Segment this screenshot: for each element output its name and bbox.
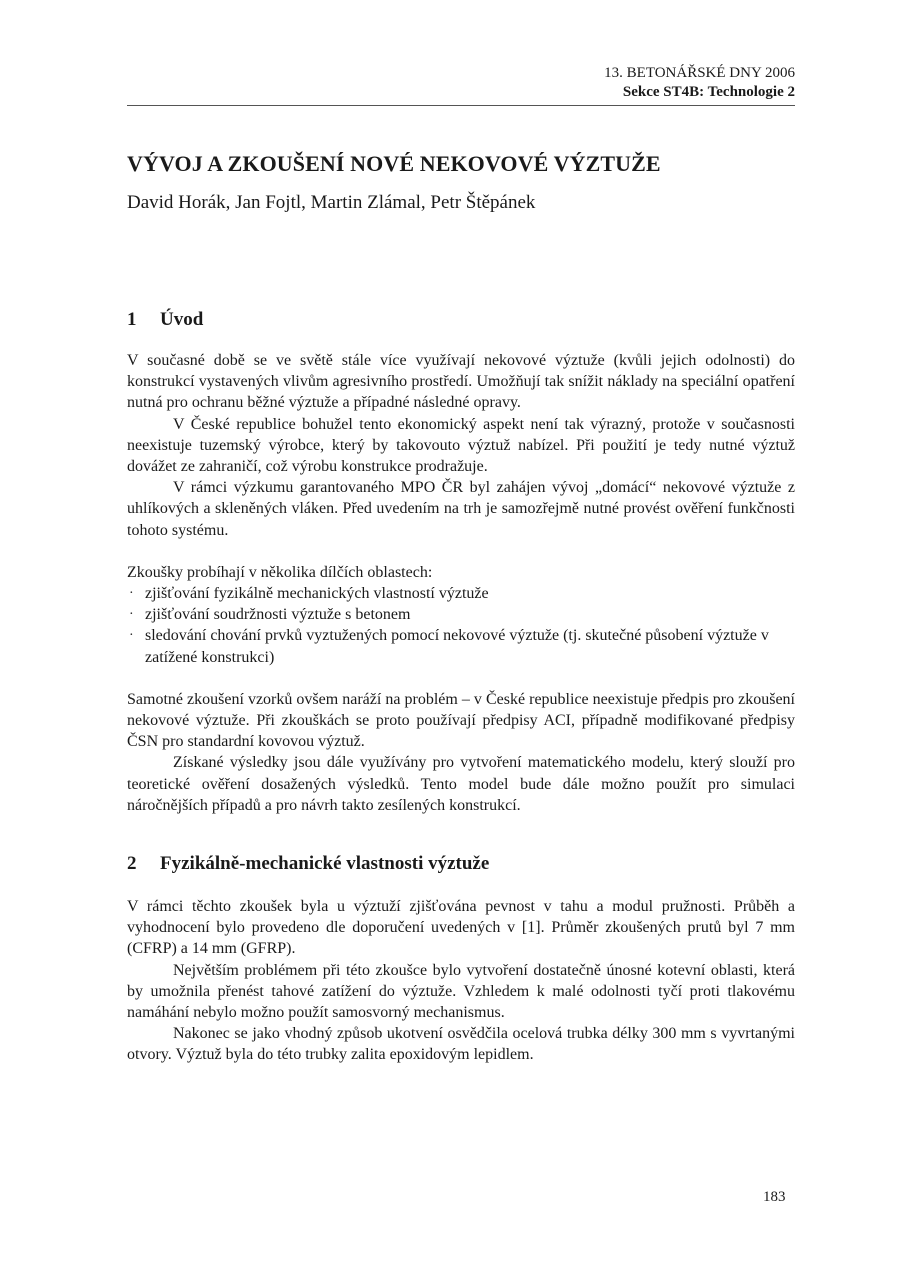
paragraph: V rámci výzkumu garantovaného MPO ČR byl zahájen vývoj „domácí“ nekovové výztuže z uhlíkových a skleněných vláken. Před uvedením na trh je samozřejmě nutné provést ověření funkčnosti tohoto systému. <box>127 479 795 539</box>
paper-title: VÝVOJ A ZKOUŠENÍ NOVÉ NEKOVOVÉ VÝZTUŽE <box>127 151 661 176</box>
section-number: 1 <box>127 309 137 330</box>
list-intro: Zkoušky probíhají v několika dílčích oblastech: <box>127 563 433 581</box>
running-header <box>127 64 795 106</box>
list-item: · zjišťování soudržnosti výztuže s betonem <box>127 604 795 625</box>
conference-name: 13. BETONÁŘSKÉ DNY 2006 <box>604 65 795 81</box>
bullet-icon: · <box>129 628 134 644</box>
section-number: 2 <box>127 853 137 874</box>
paragraph: V současné době se ve světě stále více využívají nekovové výztuže (kvůli jejich odolnosti) do konstrukcí vystavených vlivům agresivního prostředí. Umožňují tak snížit náklady na speciální opatření nutná pro ochranu běžné výztuže a případné následné opravy. <box>127 352 795 412</box>
paragraph: Získané výsledky jsou dále využívány pro vytvoření matematického modelu, který slouží pro teoretické ověření dosažených výsledků. Tento model bude dále možno použít pro simulaci náročnějších případů a pro návrh takto zesílených konstrukcí. <box>127 754 795 814</box>
section-1-body <box>127 350 795 816</box>
session-name: Sekce ST4B: Technologie 2 <box>622 84 795 100</box>
bullet-icon: · <box>129 607 134 623</box>
list-item: · sledování chování prvků vyztužených pomocí nekovové výztuže (tj. skutečné působení výztuže v zatížené konstrukci) <box>129 627 769 666</box>
bullet-list <box>127 583 795 668</box>
section-2-body <box>127 896 795 1066</box>
section-heading-2 <box>127 853 489 875</box>
paragraph: Samotné zkoušení vzorků ovšem naráží na problém – v České republice neexistuje předpis pro zkoušení nekovové výztuže. Při zkouškách se proto používají předpisy ACI, případně modifikované předpisy ČSN pro standardní kovovou výztuž. <box>127 690 795 751</box>
bullet-icon: · <box>129 586 134 602</box>
paragraph: V České republice bohužel tento ekonomický aspekt není tak výrazný, protože v současnosti neexistuje tuzemský výrobce, který by takovouto výztuž nabízel. Při použití je tedy nutné výztuž dovážet ze zahraničí, což výrobu konstrukce prodražuje. <box>127 415 795 476</box>
section-heading-1 <box>127 309 203 331</box>
section-title: Fyzikálně-mechanické vlastnosti výztuže <box>160 853 490 874</box>
page-number: 183 <box>763 1189 786 1205</box>
section-title: Úvod <box>160 309 204 330</box>
list-item: · zjišťování fyzikálně mechanických vlastností výztuže <box>127 583 795 604</box>
paragraph: Nakonec se jako vhodný způsob ukotvení osvědčila ocelová trubka délky 300 mm s vyvrtanými otvory. Výztuž byla do této trubky zalita epoxidovým lepidlem. <box>127 1025 795 1064</box>
paragraph: V rámci těchto zkoušek byla u výztuží zjišťována pevnost v tahu a modul pružnosti. Průběh a vyhodnocení bylo provedeno dle doporučení uvedených v [1]. Průměr zkoušených prutů byl 7 mm (CFRP) a 14 mm (GFRP). <box>127 898 795 958</box>
author-list: David Horák, Jan Fojtl, Martin Zlámal, Petr Štěpánek <box>127 192 536 213</box>
paragraph: Největším problémem při této zkoušce bylo vytvoření dostatečně únosné kotevní oblasti, která by umožnila přenést tahové zatížení do výztuže. Vzhledem k malé odolnosti tyčí proti tlakovému namáhání nebylo možno použít samosvorný mechanismus. <box>127 961 795 1022</box>
